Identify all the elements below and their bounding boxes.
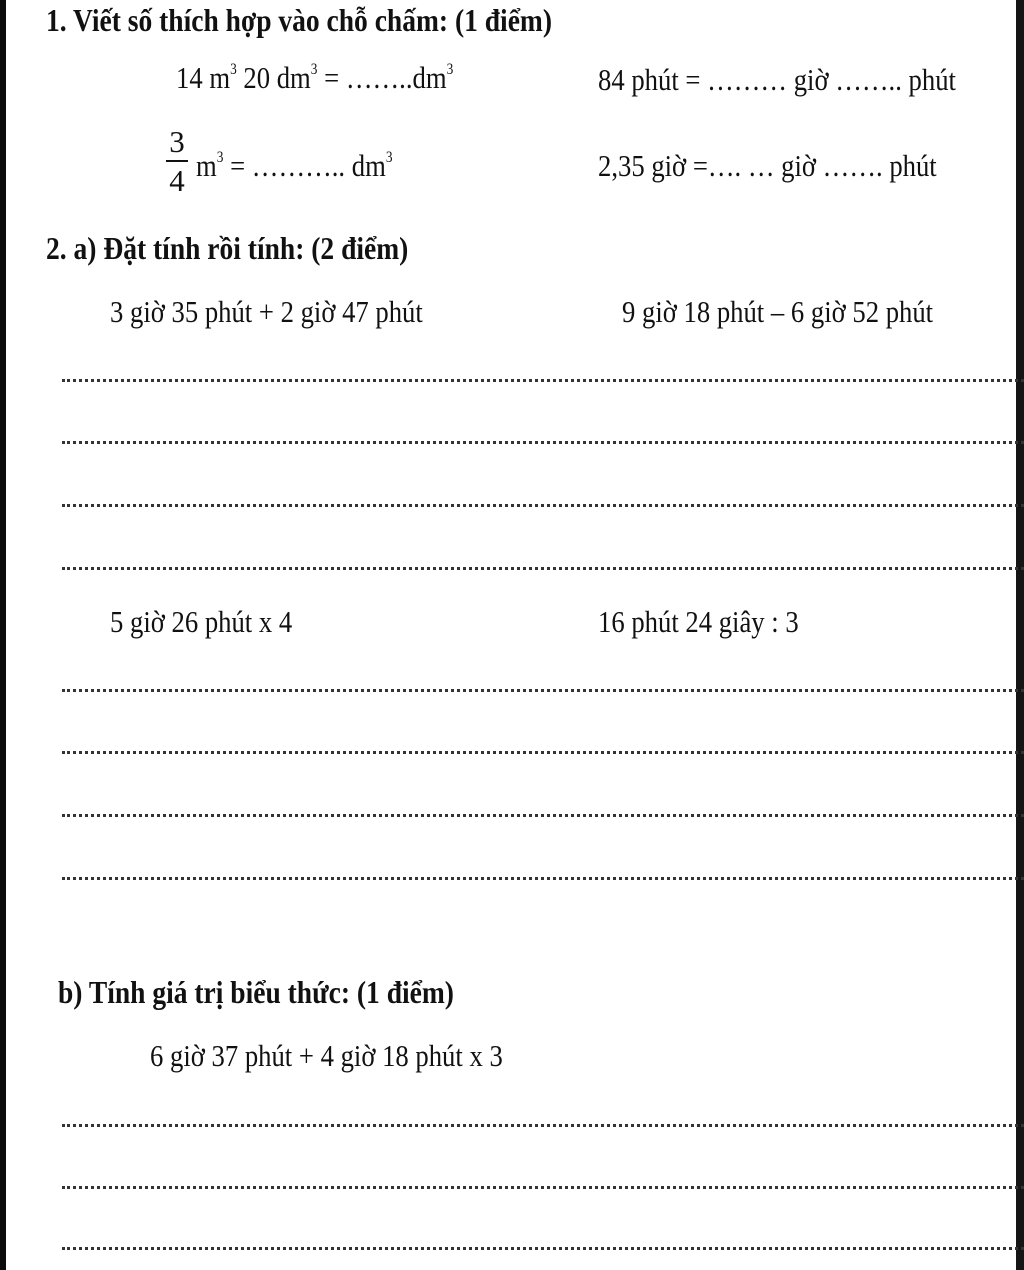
answer-line[interactable] [62,379,1024,382]
q1-row1-right-expression: 84 phút = ……… giờ …….. phút [598,62,956,97]
answer-line[interactable] [62,689,1024,692]
scan-edge-left [0,0,6,1270]
q1-row1-left-expression: 14 $m^3$ 20 $dm^3$ = $\dots\dots..dm^3$ [176,60,454,95]
answer-line[interactable] [62,877,1024,880]
q1-row2-left-expression: $m^3$ = ……….. $dm^3$ [196,148,393,183]
answer-line[interactable] [62,504,1024,507]
fraction-numerator: 3 [169,124,185,159]
scan-edge-right [1016,0,1024,1270]
answer-line[interactable] [62,751,1024,754]
q2a-expression-1: 3 giờ 35 phút + 2 giờ 47 phút [110,294,423,329]
fraction-three-quarters [166,126,188,196]
answer-line[interactable] [62,441,1024,444]
q2a-expression-2: 9 giờ 18 phút – 6 giờ 52 phút [622,294,934,329]
answer-line[interactable] [62,1124,1024,1127]
answer-line[interactable] [62,814,1024,817]
answer-line[interactable] [62,1186,1024,1189]
answer-line[interactable] [62,1247,1024,1250]
q1-title: 1. Viết số thích hợp vào chỗ chấm: (1 điểm) [46,2,553,38]
fraction-denominator: 4 [169,163,185,198]
q1-row2-right-expression: 2,35 giờ =…. … giờ ……. phút [598,148,937,183]
answer-line[interactable] [62,567,1024,570]
q2a-expression-4: 16 phút 24 giây : 3 [598,604,799,639]
q2b-expression: 6 giờ 37 phút + 4 giờ 18 phút x 3 [150,1038,503,1073]
q2b-title: b) Tính giá trị biểu thức: (1 điểm) [58,974,454,1010]
q2a-title: 2. a) Đặt tính rồi tính: (2 điểm) [46,230,409,266]
q2a-expression-3: 5 giờ 26 phút x 4 [110,604,293,639]
fraction-bar [166,160,188,162]
